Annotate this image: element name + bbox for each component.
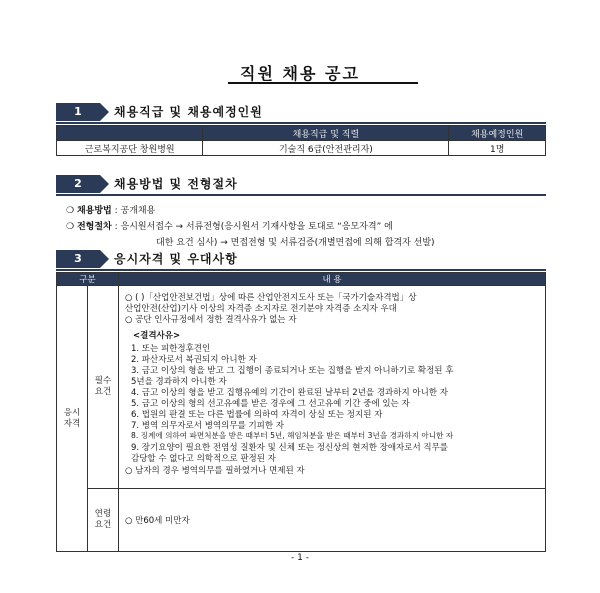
disqualification-item: 5. 금고 이상의 형의 선고유예를 받은 경우에 그 선고유예 기간 중에 있는 자 <box>131 398 410 409</box>
category-label: 응시 자격 <box>57 286 88 552</box>
section-title: 채용방법 및 전형절차 <box>114 177 238 191</box>
table-row <box>57 141 546 156</box>
bullet-icon: ❍ <box>66 206 75 216</box>
disqualification-item: 1. 또는 피한정후견인 <box>131 343 211 354</box>
requirement-line: 산업안전(산업)기사 이상의 자격증 소지자로 전기분야 자격증 소지자 우대 <box>125 303 397 314</box>
header-position: 채용직급 및 직렬 <box>203 126 449 141</box>
header-category: 구분 <box>57 273 119 286</box>
section-1-header <box>56 103 546 123</box>
table-row-required <box>57 286 546 488</box>
procedure-line <box>66 219 393 232</box>
page-title: 직원 채용 공고 <box>240 64 360 83</box>
section-rule <box>56 122 546 124</box>
qualification-table <box>56 272 546 552</box>
section-rule <box>56 194 546 196</box>
disqualification-item: 4. 금고 이상의 형을 받고 집행유예의 기간이 완료된 날부터 2년을 경과하지 아니한 자 <box>131 387 448 398</box>
procedure-text: : 응시원서접수 → 서류전형(응시원서 기재사항을 토대로 “응모자격” 에 <box>114 222 393 232</box>
procedure-label: 전형절차 <box>76 222 112 232</box>
cell-position: 기술직 6급(안전관리자) <box>203 141 449 156</box>
age-content: ○ 만60세 미만자 <box>119 488 546 551</box>
cell-count: 1명 <box>449 141 546 156</box>
disqualification-item: 9. 장기요양이 필요한 전염성 질환자 및 신체 또는 정신상의 현저한 장애자로서 직무를 <box>131 442 449 453</box>
section-2-header <box>56 175 546 195</box>
required-content <box>119 286 546 488</box>
required-content-box <box>119 287 545 487</box>
disqualification-item: 7. 병역 의무자로서 병역의무를 기피한 자 <box>131 420 284 431</box>
disqualification-title: <결격사유> <box>133 330 181 341</box>
disqualification-item: 8. 징계에 의하여 파면처분을 받은 때부터 5년, 해임처분을 받은 때부터 3년을 경과하지 아니한 자 <box>131 430 454 440</box>
recruit-table <box>56 125 546 156</box>
table-header-row <box>57 126 546 141</box>
method-value: : 공개채용 <box>114 206 156 216</box>
disqualification-item: 6. 법원의 판결 또는 다른 법률에 의하여 자격이 상실 또는 정지된 자 <box>131 409 383 420</box>
method-line <box>66 203 155 216</box>
section-arrow <box>100 175 109 193</box>
header-empty-cell <box>57 126 203 141</box>
disqualification-item: 3. 금고 이상의 형을 받고 그 집행이 종료되거나 또는 집행을 받지 아니하기로 확정된 후 <box>131 365 454 376</box>
section-title: 응시자격 및 우대사항 <box>114 252 238 266</box>
section-title: 채용직급 및 채용예정인원 <box>114 105 263 119</box>
disqualification-item: 5년을 경과하지 아니한 자 <box>131 376 227 387</box>
table-row-age <box>57 488 546 551</box>
title-underline <box>228 82 418 84</box>
method-label: 채용방법 <box>76 206 112 216</box>
requirement-line: ○ 공단 인사규정에서 정한 결격사유가 없는 자 <box>125 314 297 325</box>
age-label: 연령 요건 <box>88 488 119 551</box>
required-label: 필수 요건 <box>88 286 119 488</box>
section-arrow <box>100 250 109 268</box>
section-arrow <box>100 103 109 121</box>
page-number: - 1 - <box>291 553 309 563</box>
cell-org: 근로복지공단 창원병원 <box>57 141 203 156</box>
military-requirement: ○ 남자의 경우 병역의무를 필하였거나 면제된 자 <box>125 465 305 476</box>
header-count: 채용예정인원 <box>449 126 546 141</box>
section-number: 1 <box>56 103 100 121</box>
disqualification-item: 2. 파산자로서 복권되지 아니한 자 <box>131 354 257 365</box>
section-number: 2 <box>56 175 100 193</box>
procedure-line-2: 대한 요건 심사) → 면접전형 및 서류검증(개별면접에 의해 합격자 선발) <box>156 238 435 248</box>
section-3-header <box>56 250 546 270</box>
section-number: 3 <box>56 250 100 268</box>
requirement-line: ○ ( )「산업안전보건법」상에 따른 산업안전지도사 또는「국가기술자격법」상 <box>125 292 417 303</box>
disqualification-item: 감당할 수 없다고 의학적으로 판정된 자 <box>131 453 276 464</box>
table-header-row <box>57 273 546 286</box>
section-rule <box>56 269 546 271</box>
bullet-icon: ❍ <box>66 222 75 232</box>
header-content: 내 용 <box>119 273 546 286</box>
